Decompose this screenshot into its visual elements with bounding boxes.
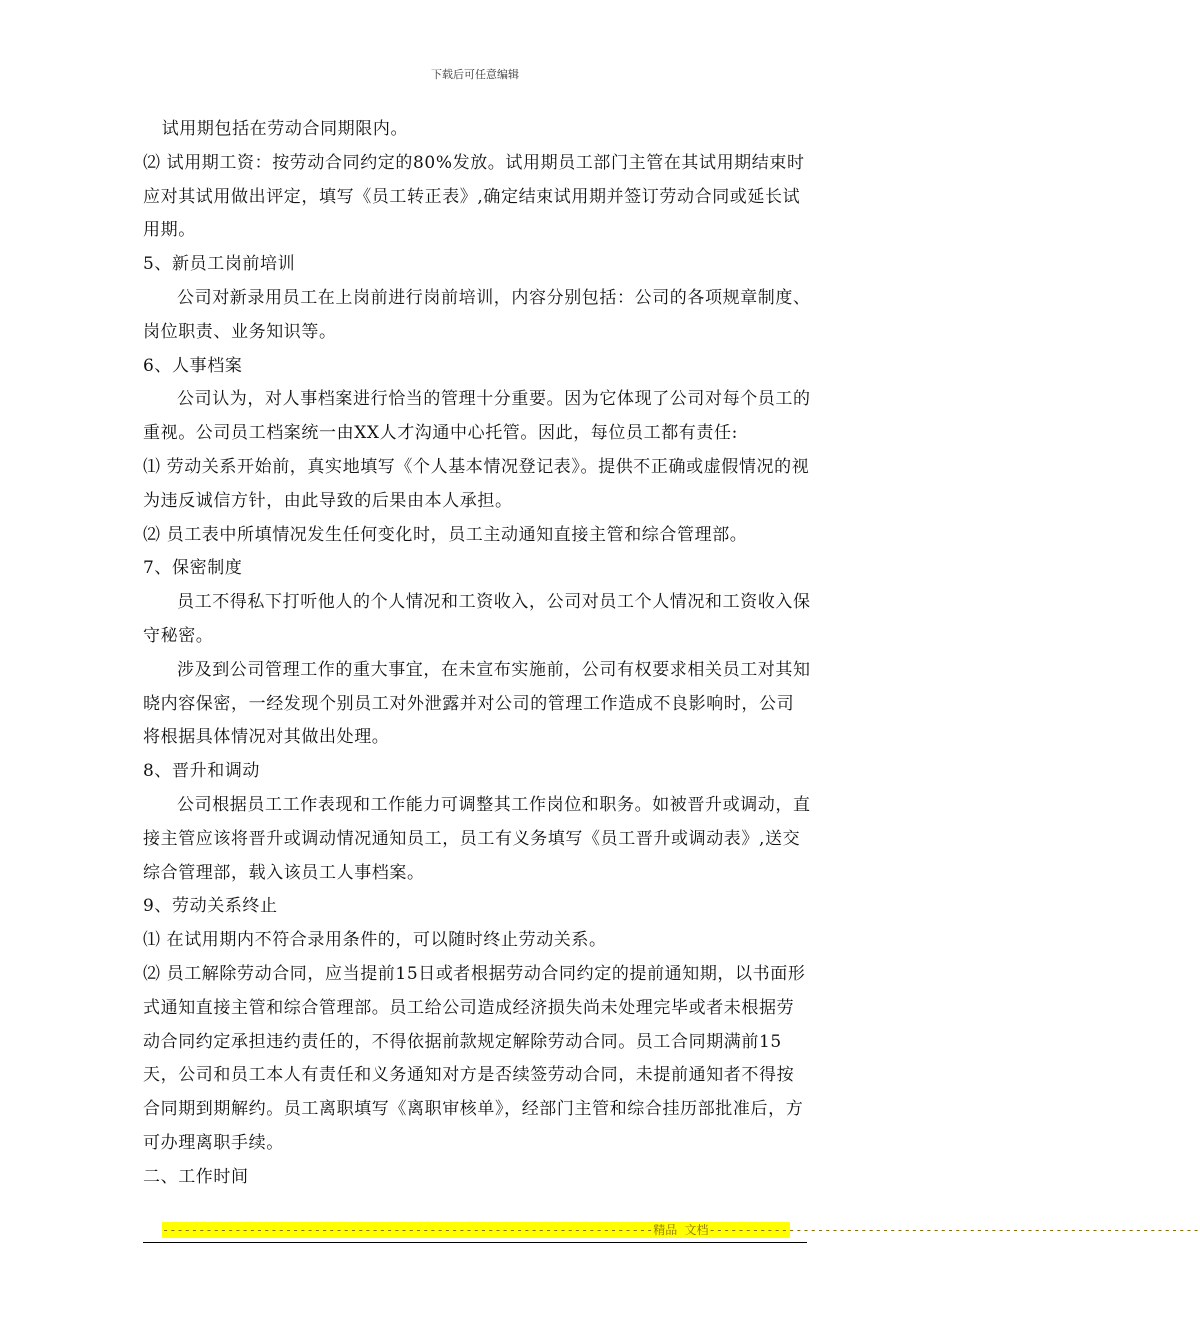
list-item: ⑵ 员工表中所填情况发生任何变化时，员工主动通知直接主管和综合管理部。 <box>143 524 748 545</box>
paragraph: 公司对新录用员工在上岗前进行岗前培训，内容分别包括：公司的各项规章制度、岗位职责、业务知识等。 <box>143 287 811 342</box>
section-heading: 5、新员工岗前培训 <box>143 254 296 275</box>
chapter-heading: 二、工作时间 <box>143 1166 249 1187</box>
section-heading: 6、人事档案 <box>143 355 243 376</box>
page-header: 下载后可任意编辑 <box>431 68 519 81</box>
paragraph: 涉及到公司管理工作的重大事宜，在未宣布实施前，公司有权要求相关员工对其知晓内容保密，一经发现个别员工对外泄露并对公司的管理工作造成不良影响时，公司将根据具体情况对其做出处理。 <box>143 659 811 748</box>
section-heading: 8、晋升和调动 <box>143 761 261 782</box>
list-item: ⑴ 在试用期内不符合录用条件的，可以随时终止劳动关系。 <box>143 930 607 951</box>
footer-watermark: --------------------------------------------------------------------精品 文档-------------------------------------------------------------------- <box>162 1223 1200 1237</box>
document-body <box>143 113 811 1195</box>
section-heading: 9、劳动关系终止 <box>143 896 278 917</box>
paragraph: ⑵ 试用期工资：按劳动合同约定的80%发放。试用期员工部门主管在其试用期结束时应对其试用做出评定，填写《员工转正表》,确定结束试用期并签订劳动合同或延长试用期。 <box>143 152 805 241</box>
list-item: ⑵ 员工解除劳动合同，应当提前15日或者根据劳动合同约定的提前通知期，以书面形式通知直接主管和综合管理部。员工给公司造成经济损失尚未处理完毕或者未根据劳动合同约定承担违约责任的，不得依据前款规定解除劳动合同。员工合同期满前15天，公司和员工本人有责任和义务通知对方是否续签劳动合同，未提前通知者不得按合同期到期解约。员工离职填写《离职审核单》，经部门主管和综合挂历部批准后，方可办理离职手续。 <box>143 963 806 1153</box>
section-heading: 7、保密制度 <box>143 558 243 579</box>
list-item: ⑴ 劳动关系开始前，真实地填写《个人基本情况登记表》。提供不正确或虚假情况的视为违反诚信方针，由此导致的后果由本人承担。 <box>143 456 810 511</box>
paragraph: 员工不得私下打听他人的个人情况和工资收入，公司对员工个人情况和工资收入保守秘密。 <box>143 592 811 646</box>
paragraph: 公司认为，对人事档案进行恰当的管理十分重要。因为它体现了公司对每个员工的重视。公司员工档案统一由XX人才沟通中心托管。因此，每位员工都有责任: <box>143 389 811 444</box>
paragraph: 公司根据员工工作表现和工作能力可调整其工作岗位和职务。如被晋升或调动，直接主管应该将晋升或调动情况通知员工，员工有义务填写《员工晋升或调动表》,送交综合管理部，载入该员工人事档案。 <box>143 794 811 883</box>
footer-rule <box>143 1242 807 1243</box>
paragraph: 试用期包括在劳动合同期限内。 <box>161 119 409 139</box>
